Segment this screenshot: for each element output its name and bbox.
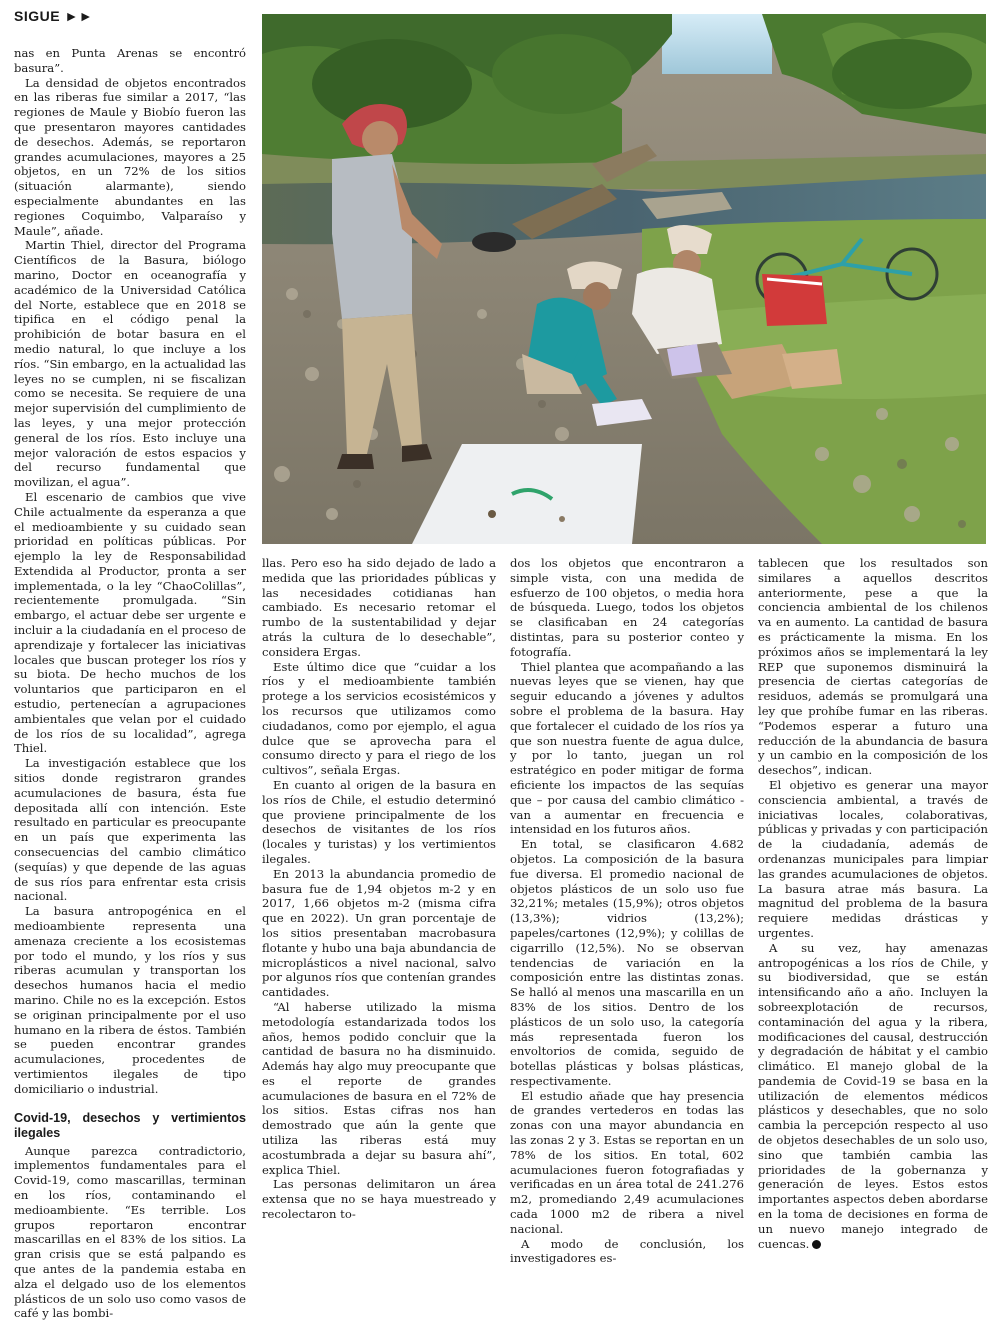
paragraph: llas. Pero eso ha sido dejado de lado a medida que las prioridades públicas y las necesidades cotidianas han cambiado. Es necesario retomar el rumbo de la sustentabilidad y dejar atrás la cultura de lo desechable”, considera Ergas. [262, 556, 496, 659]
paragraph: El objetivo es generar una mayor consciencia ambiental, a través de iniciativas locales, colaborativas, públicas y privadas y con participación de la ciudadanía, además de ordenanzas municipales para limpiar las grandes acumulaciones de objetos. La basura atrae más basura. La magnitud del problema de la basura requiere medidas drásticas y urgentes. [758, 777, 988, 940]
paragraph: Aunque parezca contradictorio, implementos fundamentales para el Covid-19, como mascarillas, terminan en los ríos, contaminando el medioambiente. “Es terrible. Los grupos reportaron encontrar mascarillas en el 83% de los sitios. La gran crisis que se está palpando es que antes de la pandemia estaba en alza el delgado uso de los elementos plásticos de un solo uso como vasos de café y las bombi- [14, 1143, 246, 1321]
paragraph: La investigación establece que los sitios donde registraron grandes acumulaciones de basura, ésta fue depositada allí con intención. Este resultado en particular es preocupante en un país que experimenta las consecuencias del cambio climático (sequías) y que depende de las aguas de sus ríos para enfrentar esta crisis nacional. [14, 756, 246, 904]
paragraph: dos los objetos que encontraron a simple vista, con una medida de esfuerzo de 100 objetos, o media hora de búsqueda. Luego, todos los objetos se clasificaban en 24 categorías distintas, para su posterior conteo y fotografía. [510, 556, 744, 659]
paragraph: En total, se clasificaron 4.682 objetos. La composición de la basura fue diversa. El promedio nacional de objetos plásticos de un solo uso fue 32,21%; metales (15,9%); otros objetos (13,3%); vidrios (13,2%); papeles/cartones (12,9%); y colillas de cigarrillo (12,5%). No se observan tendencias de variación en la composición entre las distintas zonas. Se halló al menos una mascarilla en un 83% de los sitios. Dentro de los plásticos de un solo uso, la categoría más representada fueron los envoltorios de comida, seguido de botellas plásticas y bolsas plásticas, respectivamente. [510, 837, 744, 1088]
paragraph: tablecen que los resultados son similares a aquellos descritos anteriormente, pese a que la conciencia ambiental de los chilenos va en aumento. La cantidad de basura es prácticamente la misma. En los próximos años se implementará la ley REP que suponemos disminuirá la presencia de ciertas categorías de residuos, además se promulgará una ley que prohíbe fumar en las riberas. “Podemos esperar a futuro una reducción de la abundancia de basura y un cambio en la composición de los desechos”, indican. [758, 556, 988, 778]
paragraph: En 2013 la abundancia promedio de basura fue de 1,94 objetos m-2 y en 2017, 1,66 objetos m-2 (misma cifra que en 2022). Un gran porcentaje de los sitios presentaban macrobasura flotante y hubo una baja abundancia de microplásticos a nivel nacional, salvo por algunos ríos que contenían grandes cantidades. [262, 866, 496, 1000]
end-of-article-mark [812, 1240, 821, 1249]
paragraph: El estudio añade que hay presencia de grandes vertederos en todas las zonas con una mayor abundancia en las zonas 2 y 3. Estas se reportan en un 78% de los sitios. En total, 602 acumulaciones fueron fotografiadas y verificadas en un área total de 241.276 m2, promediando 2,49 acumulaciones cada 1000 m2 de ribera a nivel nacional. [510, 1088, 744, 1236]
paragraph-text: A su vez, hay amenazas antropogénicas a los ríos de Chile, y su biodiversidad, que se están intensificando año a año. Incluyen la sobreexplotación de recursos, contaminación del agua y la ribera, modificaciones del causal, destrucción y degradación de hábitat y el cambio climático. El manejo global de la pandemia de Covid-19 se basa en la utilización de elementos médicos plásticos y desechables, que no solo cambia la percepción respecto al uso de objetos desechables de un solo uso, sino que también cambia las prioridades de la gobernanza y generación de leyes. Estos estos importantes aspectos deben abordarse en la toma de decisiones en forma de un nuevo manejo integrado de cuencas. [758, 940, 988, 1251]
continued-label: SIGUE ►► [14, 8, 94, 24]
text-column-1 [14, 46, 246, 1321]
text-column-4 [758, 556, 988, 1251]
paragraph: La basura antropogénica en el medioambiente representa una amenaza creciente a los ecosistemas por todo el mundo, y los ríos y sus riberas acumulan y transportan los desechos humanos hacia el medio marino. Chile no es la excepción. Estos se originan principalmente por el uso humano en la ribera de éstos. También se pueden encontrar grandes acumulaciones, procedentes de vertimientos ilegales de tipo domiciliario o industrial. [14, 904, 246, 1096]
paragraph: Martin Thiel, director del Programa Científicos de la Basura, biólogo marino, Doctor en oceanografía y académico de la Universidad Católica del Norte, establece que en 2018 se tipifica en el código penal la prohibición de botar basura en el medio natural, lo que incluye a los ríos. “Sin embargo, en la actualidad las leyes no se cumplen, ni se fiscalizan como se necesita. Se requiere de una mejor supervisión del cumplimiento de las leyes, y una mejor protección general de los ríos. Esto incluye una mejor valoración de estos espacios y del recurso fundamental que movilizan, el agua”. [14, 238, 246, 490]
paragraph: nas en Punta Arenas se encontró basura”. [14, 46, 246, 75]
section-subheading: Covid-19, desechos y vertimientos ilegales [14, 1110, 246, 1140]
text-column-3 [510, 556, 744, 1266]
river-volunteers-photo [262, 14, 986, 544]
paragraph: “Al haberse utilizado la misma metodología estandarizada todos los años, hemos podido concluir que la cantidad de basura no ha disminuido. Además hay algo muy preocupante que es el reporte de grandes acumulaciones de basura en el 72% de los sitios. Estas cifras nos han demostrado que aún la gente que utiliza las riberas está muy acostumbrada a dejar su basura ahí”, explica Thiel. [262, 999, 496, 1177]
paragraph: La densidad de objetos encontrados en las riberas fue similar a 2017, “las regiones de Maule y Biobío fueron las que presentaron mayores cantidades de desechos. Además, se reportaron grandes acumulaciones, mayores a 25 objetos, en un 72% de los sitios (situación alarmante), siendo especialmente abundantes en las regiones Coquimbo, Valparaíso y Maule”, añade. [14, 75, 246, 238]
paragraph [758, 941, 988, 1252]
paragraph: El escenario de cambios que vive Chile actualmente da esperanza a que el medioambiente y su cuidado sean prioridad en políticas públicas. Por ejemplo la ley de Responsabilidad Extendida al Productor, pronta a ser implementada, o la ley “ChaoColillas”, recientemente promulgada. “Sin embargo, el actuar debe ser urgente e incluir a la ciudadanía en el proceso de aprendizaje y fortalecer las iniciativas locales que buscan proteger los ríos y su biota. De hecho muchos de los voluntarios que participaron en el estudio, pertenecían a agrupaciones ambientales que velan por el cuidado de los ríos de su localidad”, agrega Thiel. [14, 489, 246, 756]
paragraph: Las personas delimitaron un área extensa que no se haya muestreado y recolectaron to- [262, 1177, 496, 1222]
paragraph: Thiel plantea que acompañando a las nuevas leyes que se vienen, hay que seguir educando a jóvenes y adultos sobre el problema de la basura. Hay que fortalecer el cuidado de los ríos ya que son nuestra fuente de agua dulce, y por lo tanto, juegan un rol estratégico en poder mitigar de forma eficiente los impactos de las sequías que – por causa del cambio climático - van a aumentar en frecuencia e intensidad en los futuros años. [510, 659, 744, 837]
paragraph: Este último dice que “cuidar a los ríos y el medioambiente también protege a los servicios ecosistémicos y los recursos que utilizamos como ciudadanos, como por ejemplo, el agua dulce que se aprovecha para el consumo directo y para el riego de los cultivos”, señala Ergas. [262, 659, 496, 778]
paragraph: A modo de conclusión, los investigadores es- [510, 1236, 744, 1266]
text-column-2 [262, 556, 496, 1222]
paragraph: En cuanto al origen de la basura en los ríos de Chile, el estudio determinó que proviene principalmente de los desechos de visitantes de los ríos (locales y turistas) y los vertimientos ilegales. [262, 777, 496, 866]
